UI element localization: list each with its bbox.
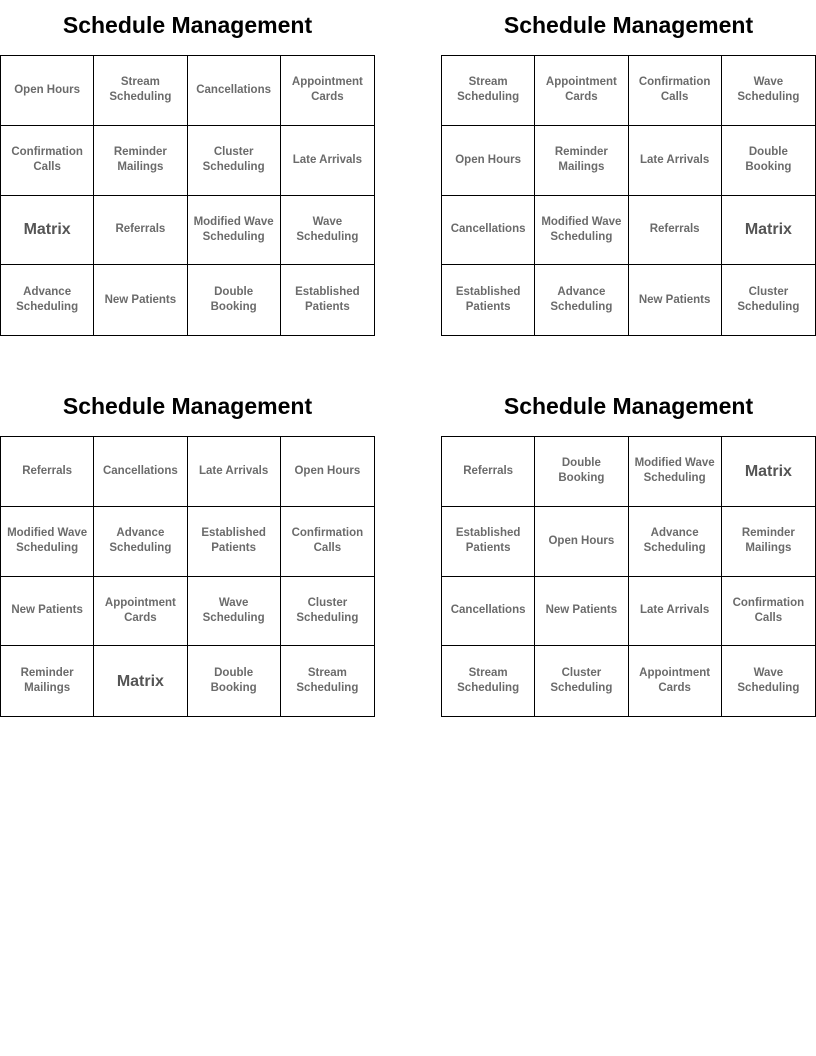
bingo-cell: Confirmation Calls xyxy=(722,577,815,647)
bingo-cell: Cluster Scheduling xyxy=(535,646,628,716)
bingo-cell: New Patients xyxy=(1,577,94,647)
card-title: Schedule Management xyxy=(503,12,754,38)
bingo-cell: New Patients xyxy=(535,577,628,647)
bingo-cell: Wave Scheduling xyxy=(722,56,815,126)
bingo-cell: Established Patients xyxy=(295,286,360,314)
bingo-cell: Modified Wave Scheduling xyxy=(1,507,94,577)
bingo-cell: Established Patients xyxy=(442,265,535,335)
bingo-cell: Late Arrivals xyxy=(281,126,374,196)
bingo-cell: Late Arrivals xyxy=(629,126,722,196)
bingo-cell: Advance Scheduling xyxy=(94,507,187,577)
bingo-cell: Cancellations xyxy=(188,56,281,126)
bingo-cell: Established Patients xyxy=(188,507,281,577)
bingo-cell: Open Hours xyxy=(442,126,535,196)
bingo-cell: Referrals xyxy=(629,196,722,266)
bingo-cell: Double Booking xyxy=(535,437,628,507)
bingo-grid xyxy=(0,55,375,336)
free-space-cell: Matrix xyxy=(722,196,815,266)
bingo-cell: Open Hours xyxy=(281,437,374,507)
bingo-cell: Stream Scheduling xyxy=(296,667,359,695)
bingo-cell: Stream Scheduling xyxy=(94,56,187,126)
bingo-cell: Reminder Mailings xyxy=(535,126,628,196)
bingo-cell: Advance Scheduling xyxy=(629,507,722,577)
bingo-cell: Cluster Scheduling xyxy=(737,286,800,314)
bingo-cell: Open Hours xyxy=(1,56,94,126)
bingo-grid xyxy=(441,436,816,717)
bingo-cell: Stream Scheduling xyxy=(442,646,535,716)
bingo-cell: Appointment Cards xyxy=(94,577,187,647)
bingo-cell: Double Booking xyxy=(722,126,815,196)
bingo-cell: Wave Scheduling xyxy=(188,577,281,647)
bingo-cell: Wave Scheduling xyxy=(281,196,374,266)
bingo-cell: Cancellations xyxy=(94,437,187,507)
bingo-cell: Advance Scheduling xyxy=(1,265,94,335)
bingo-cell: Referrals xyxy=(442,437,535,507)
bingo-cell: Cluster Scheduling xyxy=(188,126,281,196)
bingo-cell: Stream Scheduling xyxy=(442,56,535,126)
bingo-cell: Reminder Mailings xyxy=(94,126,187,196)
bingo-cell: New Patients xyxy=(629,265,722,335)
bingo-cell: Established Patients xyxy=(442,507,535,577)
free-space-cell: Matrix xyxy=(1,196,94,266)
bingo-cell: Modified Wave Scheduling xyxy=(188,196,281,266)
bingo-cell: Wave Scheduling xyxy=(737,667,800,695)
bingo-cell: Open Hours xyxy=(535,507,628,577)
bingo-grid xyxy=(0,436,375,717)
bingo-cell: Reminder Mailings xyxy=(722,507,815,577)
bingo-cell: Advance Scheduling xyxy=(535,265,628,335)
bingo-cell: Confirmation Calls xyxy=(629,56,722,126)
bingo-cell: Late Arrivals xyxy=(629,577,722,647)
bingo-cell: Late Arrivals xyxy=(188,437,281,507)
bingo-cell: Referrals xyxy=(94,196,187,266)
bingo-cell: Cluster Scheduling xyxy=(281,577,374,647)
card-title: Schedule Management xyxy=(503,393,754,419)
bingo-cell: Cancellations xyxy=(442,196,535,266)
free-space-cell: Matrix xyxy=(94,646,187,716)
bingo-cell: Cancellations xyxy=(442,577,535,647)
bingo-cell: Modified Wave Scheduling xyxy=(629,437,722,507)
bingo-cell: Confirmation Calls xyxy=(1,126,94,196)
bingo-cell: Appointment Cards xyxy=(535,56,628,126)
bingo-cell: Appointment Cards xyxy=(281,56,374,126)
bingo-cell: New Patients xyxy=(94,265,187,335)
bingo-cell: Double Booking xyxy=(188,646,281,716)
bingo-cell: Double Booking xyxy=(188,265,281,335)
card-title: Schedule Management xyxy=(62,393,313,419)
bingo-grid xyxy=(441,55,816,336)
card-title: Schedule Management xyxy=(62,12,313,38)
bingo-cell: Referrals xyxy=(1,437,94,507)
bingo-cell: Appointment Cards xyxy=(629,646,722,716)
bingo-cell: Modified Wave Scheduling xyxy=(535,196,628,266)
bingo-cell: Confirmation Calls xyxy=(281,507,374,577)
free-space-cell: Matrix xyxy=(722,437,815,507)
bingo-cell: Reminder Mailings xyxy=(1,646,94,716)
